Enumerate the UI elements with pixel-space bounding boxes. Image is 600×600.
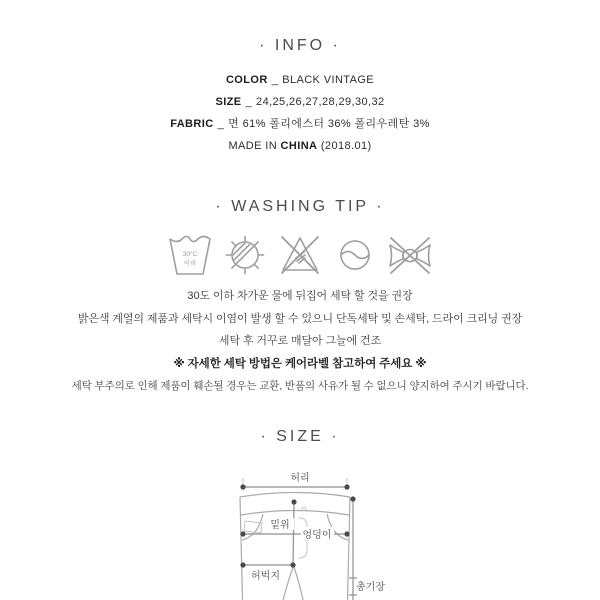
washing-tip-heading: · WASHING TIP · [215, 198, 385, 215]
info-label: SIZE [215, 96, 242, 108]
info-value: 24,25,26,27,28,29,30,32 [256, 96, 385, 108]
no-wring-icon [387, 228, 433, 280]
info-value: BLACK VINTAGE [282, 74, 375, 86]
washing-tip-section [0, 198, 600, 398]
dry-cleaning-icon [332, 228, 378, 280]
info-separator: _ [271, 74, 279, 86]
made-in-prefix: MADE IN [228, 140, 278, 152]
info-separator: _ [245, 96, 253, 108]
info-row-made-in [0, 135, 600, 157]
info-row-size [0, 91, 600, 113]
info-value: 면 61% 폴리에스터 36% 폴리우레탄 3% [228, 118, 430, 130]
total-length-label: 총기장 [356, 581, 385, 593]
pants-measurement-diagram [0, 468, 600, 600]
info-heading: · INFO · [259, 37, 341, 54]
svg-text:이하: 이하 [183, 260, 197, 267]
info-label: COLOR [225, 74, 268, 86]
info-section [0, 0, 600, 157]
made-in-date: (2018.01) [320, 140, 372, 152]
size-section [0, 428, 600, 600]
washing-notice-bold: ※ 자세한 세탁 방법은 케어라벨 참고하여 주세요 ※ [173, 357, 427, 370]
info-separator: _ [217, 118, 225, 130]
rise-label: 밑위 [270, 519, 290, 531]
washing-caution: 세탁 부주의로 인해 제품이 훼손될 경우는 교환, 반품의 사유가 될 수 없으니 양지하여 주시기 바랍니다. [71, 380, 529, 392]
waist-label: 허리 [290, 472, 310, 484]
washing-instructions [0, 285, 600, 398]
info-rows [0, 69, 600, 157]
washing-line-3: 세탁 후 거꾸로 매달아 그늘에 건조 [218, 335, 382, 347]
info-label: FABRIC [170, 118, 214, 130]
info-row-color [0, 69, 600, 91]
wash-30c-icon [167, 228, 213, 280]
info-row-fabric [0, 113, 600, 135]
size-heading: · SIZE · [260, 427, 340, 445]
washing-line-2: 밝은색 계열의 제품과 세탁시 이염이 발생 할 수 있으니 단독세탁 및 손세탁, 드라이 크리닝 권장 [77, 312, 523, 325]
washing-line-1: 30도 이하 차가운 물에 뒤집어 세탁 할 것을 권장 [187, 290, 413, 302]
shade-dry-icon [222, 228, 268, 280]
pants-diagram-svg [0, 468, 600, 600]
svg-text:30°C: 30°C [182, 251, 198, 258]
hip-label: 엉덩이 [302, 529, 332, 541]
thigh-label: 허벅지 [251, 570, 280, 582]
made-in-country: CHINA [280, 140, 318, 152]
laundry-care-icons [0, 228, 600, 280]
no-bleach-icon [277, 228, 323, 280]
